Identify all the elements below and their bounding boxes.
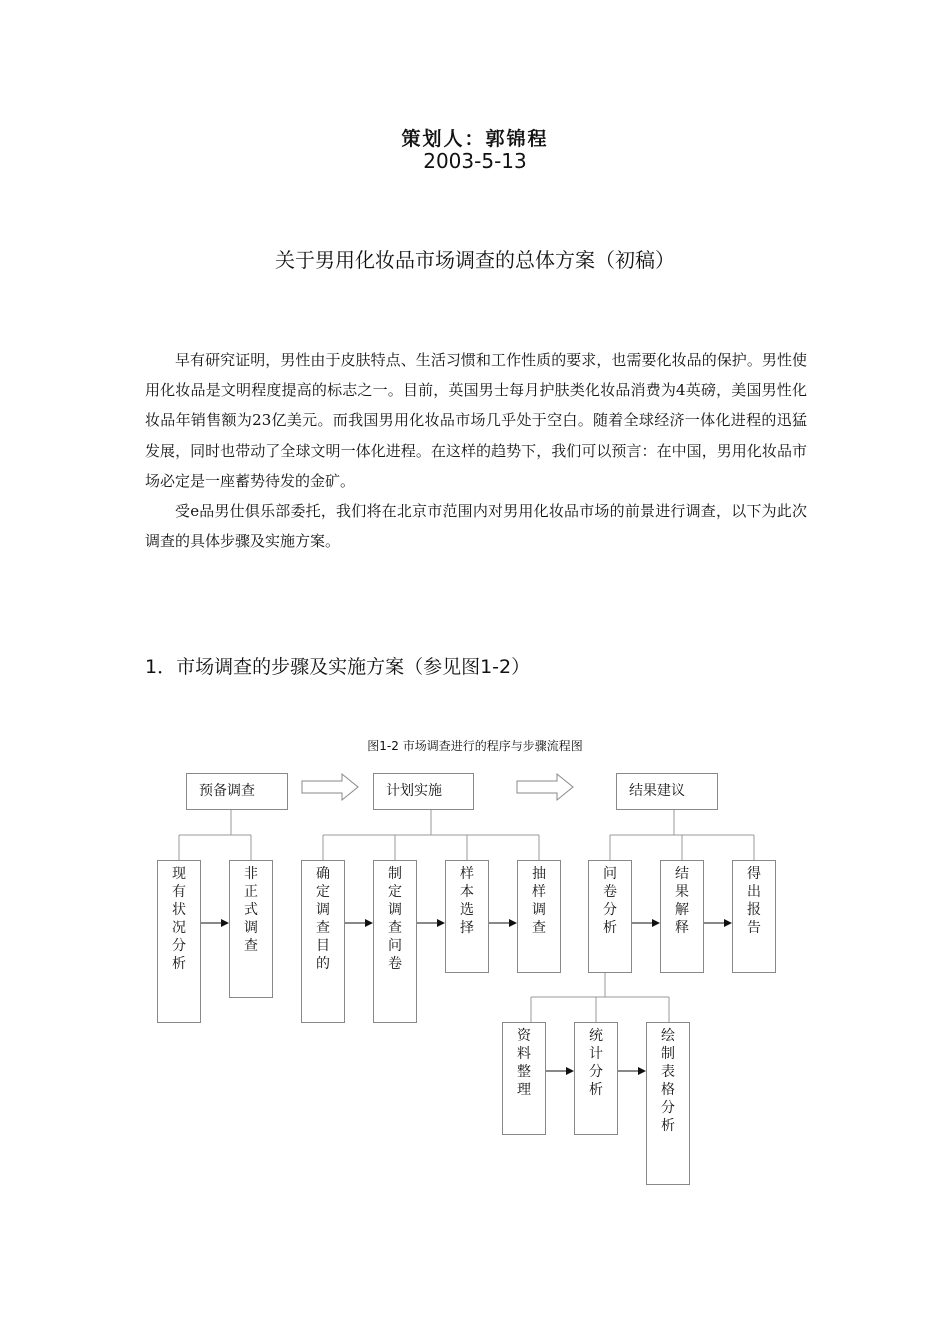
step-tables-box — [646, 1022, 690, 1185]
stage-prep-box — [186, 773, 288, 810]
paragraph-intro: 早有研究证明，男性由于皮肤特点、生活习惯和工作性质的要求，也需要化妆品的保护。男性使用化妆品是文明程度提高的标志之一。目前，英国男士每月护肤类化妆品消费为4英磅，美国男性化妆品年销售额为23亿美元。而我国男用化妆品市场几乎处于空白。随着全球经济一体化进程的迅猛发展，同时也带动了全球文明一体化进程。在这样的趋势下，我们可以预言：在中国，男用化妆品市场必定是一座蓄势待发的金矿。 — [145, 351, 807, 490]
paragraph-commission: 受e品男仕俱乐部委托，我们将在北京市范围内对男用化妆品市场的前景进行调查，以下为此次调查的具体步骤及实施方案。 — [145, 502, 807, 551]
step-tables-label: 绘制表格分析 — [660, 1028, 675, 1134]
step-interpret-label: 结果解释 — [674, 866, 689, 936]
step-current-box — [157, 860, 201, 1023]
step-goal-box — [301, 860, 345, 1023]
step-current-label: 现有状况分析 — [171, 866, 186, 972]
step-sample-box — [445, 860, 489, 973]
step-goal-label: 确定调查目的 — [315, 866, 330, 972]
step-informal-box — [229, 860, 273, 998]
step-organize-label: 资料整理 — [516, 1028, 531, 1098]
step-survey-label: 抽样调查 — [531, 866, 546, 936]
step-questionnaire-label: 制定调查问卷 — [387, 866, 402, 972]
stage-prep-label: 预备调查 — [199, 783, 255, 799]
step-stats-box — [574, 1022, 618, 1135]
step-report-label: 得出报告 — [746, 866, 761, 936]
step-sample-label: 样本选择 — [459, 866, 474, 936]
step-survey-box — [517, 860, 561, 973]
diagram-caption: 图1-2 市场调查进行的程序与步骤流程图 — [367, 739, 583, 753]
step-analysis-label: 问卷分析 — [602, 866, 617, 936]
document-date: 2003-5-13 — [423, 149, 527, 173]
section-heading: 1．市场调查的步骤及实施方案（参见图1-2） — [145, 656, 531, 678]
step-interpret-box — [660, 860, 704, 973]
stage-plan-box — [373, 773, 474, 810]
body-text — [145, 345, 807, 556]
step-questionnaire-box — [373, 860, 417, 1023]
stage-result-box — [616, 773, 718, 810]
planner-line: 策划人：郭锦程 — [401, 128, 549, 150]
step-informal-label: 非正式调查 — [243, 866, 258, 954]
step-analysis-box — [588, 860, 632, 973]
stage-result-label: 结果建议 — [629, 783, 685, 799]
step-report-box — [732, 860, 776, 973]
document-title: 关于男用化妆品市场调查的总体方案（初稿） — [275, 248, 675, 272]
step-organize-box — [502, 1022, 546, 1135]
step-stats-label: 统计分析 — [588, 1028, 603, 1098]
stage-plan-label: 计划实施 — [386, 783, 442, 799]
